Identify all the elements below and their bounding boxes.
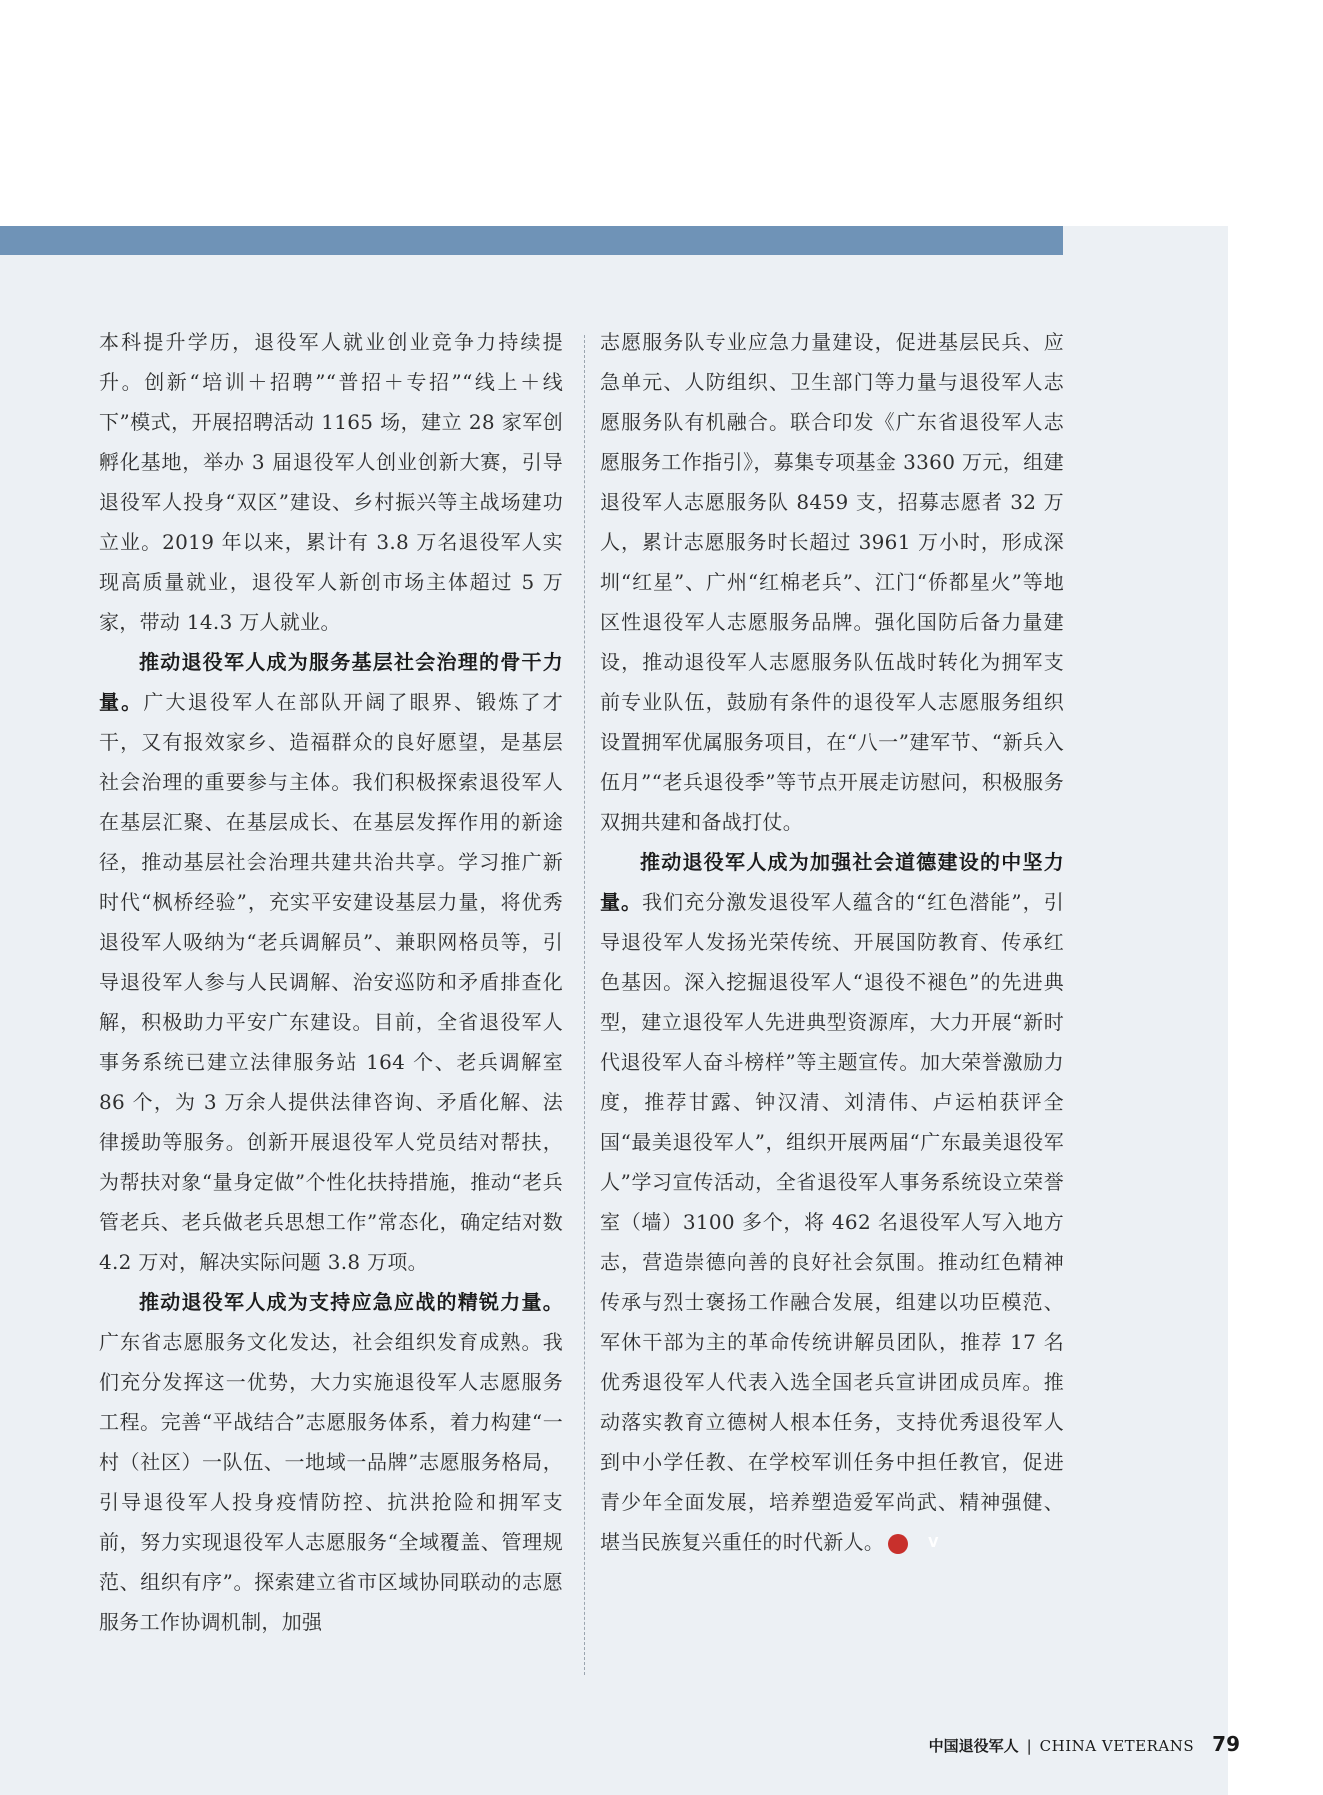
magazine-name-en: CHINA VETERANS bbox=[1039, 1737, 1195, 1755]
paragraph-grassroots-governance bbox=[99, 642, 563, 1282]
section-heading-moral: 推动退役军人成为加强社会道德建设的中坚力量。 bbox=[600, 850, 1064, 914]
paragraph-volunteer-service: 志愿服务队专业应急力量建设，促进基层民兵、应急单元、人防组织、卫生部门等力量与退役军人志愿服务队有机融合。联合印发《广东省退役军人志愿服务工作指引》，募集专项基金 3360 万元，组建退役军人志愿服务队 8459 支，招募志愿者 32 万人，累计志愿服务时长超过 3961 万小时，形成深圳“红星”、广州“红棉老兵”、江门“侨都星火”等地区性退役军人志愿服务品牌。强化国防后备力量建设，推动退役军人志愿服务队伍战时转化为拥军支前专业队伍，鼓励有条件的退役军人志愿服务组织设置拥军优属服务项目，在“八一”建军节、“新兵入伍月”“老兵退役季”等节点开展走访慰问，积极服务双拥共建和备战打仗。 bbox=[600, 330, 1064, 834]
footer-separator: | bbox=[1026, 1737, 1032, 1755]
article-right-column bbox=[600, 322, 1064, 1562]
page-footer bbox=[929, 1732, 1240, 1758]
section-heading-grassroots: 推动退役军人成为服务基层社会治理的骨干力量。 bbox=[99, 650, 563, 714]
page-background-corner bbox=[1063, 226, 1228, 255]
top-blank-area bbox=[0, 0, 1323, 226]
page-number: 79 bbox=[1212, 1732, 1240, 1756]
paragraph-body: 广大退役军人在部队开阔了眼界、锻炼了才干，又有报效家乡、造福群众的良好愿望，是基层社会治理的重要参与主体。我们积极探索退役军人在基层汇聚、在基层成长、在基层发挥作用的新途径，推动基层社会治理共建共治共享。学习推广新时代“枫桥经验”，充实平安建设基层力量，将优秀退役军人吸纳为“老兵调解员”、兼职网格员等，引导退役军人参与人民调解、治安巡防和矛盾排查化解，积极助力平安广东建设。目前，全省退役军人事务系统已建立法律服务站 164 个、老兵调解室 86 个，为 3 万余人提供法律咨询、矛盾化解、法律援助等服务。创新开展退役军人党员结对帮扶，为帮扶对象“量身定做”个性化扶持措施，推动“老兵管老兵、老兵做老兵思想工作”常态化，确定结对数 4.2 万对，解决实际问题 3.8 万项。 bbox=[99, 690, 563, 1274]
section-heading-emergency: 推动退役军人成为支持应急应战的精锐力量。 bbox=[139, 1290, 563, 1314]
paragraph-employment: 本科提升学历，退役军人就业创业竞争力持续提升。创新“培训＋招聘”“普招＋专招”“线上＋线下”模式，开展招聘活动 1165 场，建立 28 家军创孵化基地，举办 3 届退役军人创业创新大赛，引导退役军人投身“双区”建设、乡村振兴等主战场建功立业。2019 年以来，累计有 3.8 万名退役军人实现高质量就业，退役军人新创市场主体超过 5 万家，带动 14.3 万人就业。 bbox=[99, 330, 563, 634]
header-color-band bbox=[0, 226, 1063, 255]
article-left-column bbox=[99, 322, 563, 1642]
paragraph-emergency-support bbox=[99, 1282, 563, 1642]
paragraph-body: 我们充分激发退役军人蕴含的“红色潜能”，引导退役军人发扬光荣传统、开展国防教育、传承红色基因。深入挖掘退役军人“退役不褪色”的先进典型，建立退役军人先进典型资源库，大力开展“新时代退役军人奋斗榜样”等主题宣传。加大荣誉激励力度，推荐甘露、钟汉清、刘清伟、卢运柏获评全国“最美退役军人”，组织开展两届“广东最美退役军人”学习宣传活动，全省退役军人事务系统设立荣誉室（墙）3100 多个，将 462 名退役军人写入地方志，营造崇德向善的良好社会氛围。推动红色精神传承与烈士褒扬工作融合发展，组建以功臣模范、军休干部为主的革命传统讲解员团队，推荐 17 名优秀退役军人代表入选全国老兵宣讲团成员库。推动落实教育立德树人根本任务，支持优秀退役军人到中小学任教、在学校军训任务中担任教官，促进青少年全面发展，培养塑造爱军尚武、精神强健、堪当民族复兴重任的时代新人。 bbox=[600, 890, 1065, 1554]
column-divider bbox=[584, 335, 585, 1675]
article-end-mark-icon: V bbox=[888, 1534, 908, 1554]
magazine-name-cn: 中国退役军人 bbox=[928, 1737, 1019, 1755]
paragraph-body: 广东省志愿服务文化发达，社会组织发育成熟。我们充分发挥这一优势，大力实施退役军人志愿服务工程。完善“平战结合”志愿服务体系，着力构建“一村（社区）一队伍、一地域一品牌”志愿服务格局，引导退役军人投身疫情防控、抗洪抢险和拥军支前，努力实现退役军人志愿服务“全域覆盖、管理规范、组织有序”。探索建立省市区域协同联动的志愿服务工作协调机制，加强 bbox=[99, 1330, 563, 1634]
paragraph-moral-construction bbox=[600, 842, 1064, 1562]
